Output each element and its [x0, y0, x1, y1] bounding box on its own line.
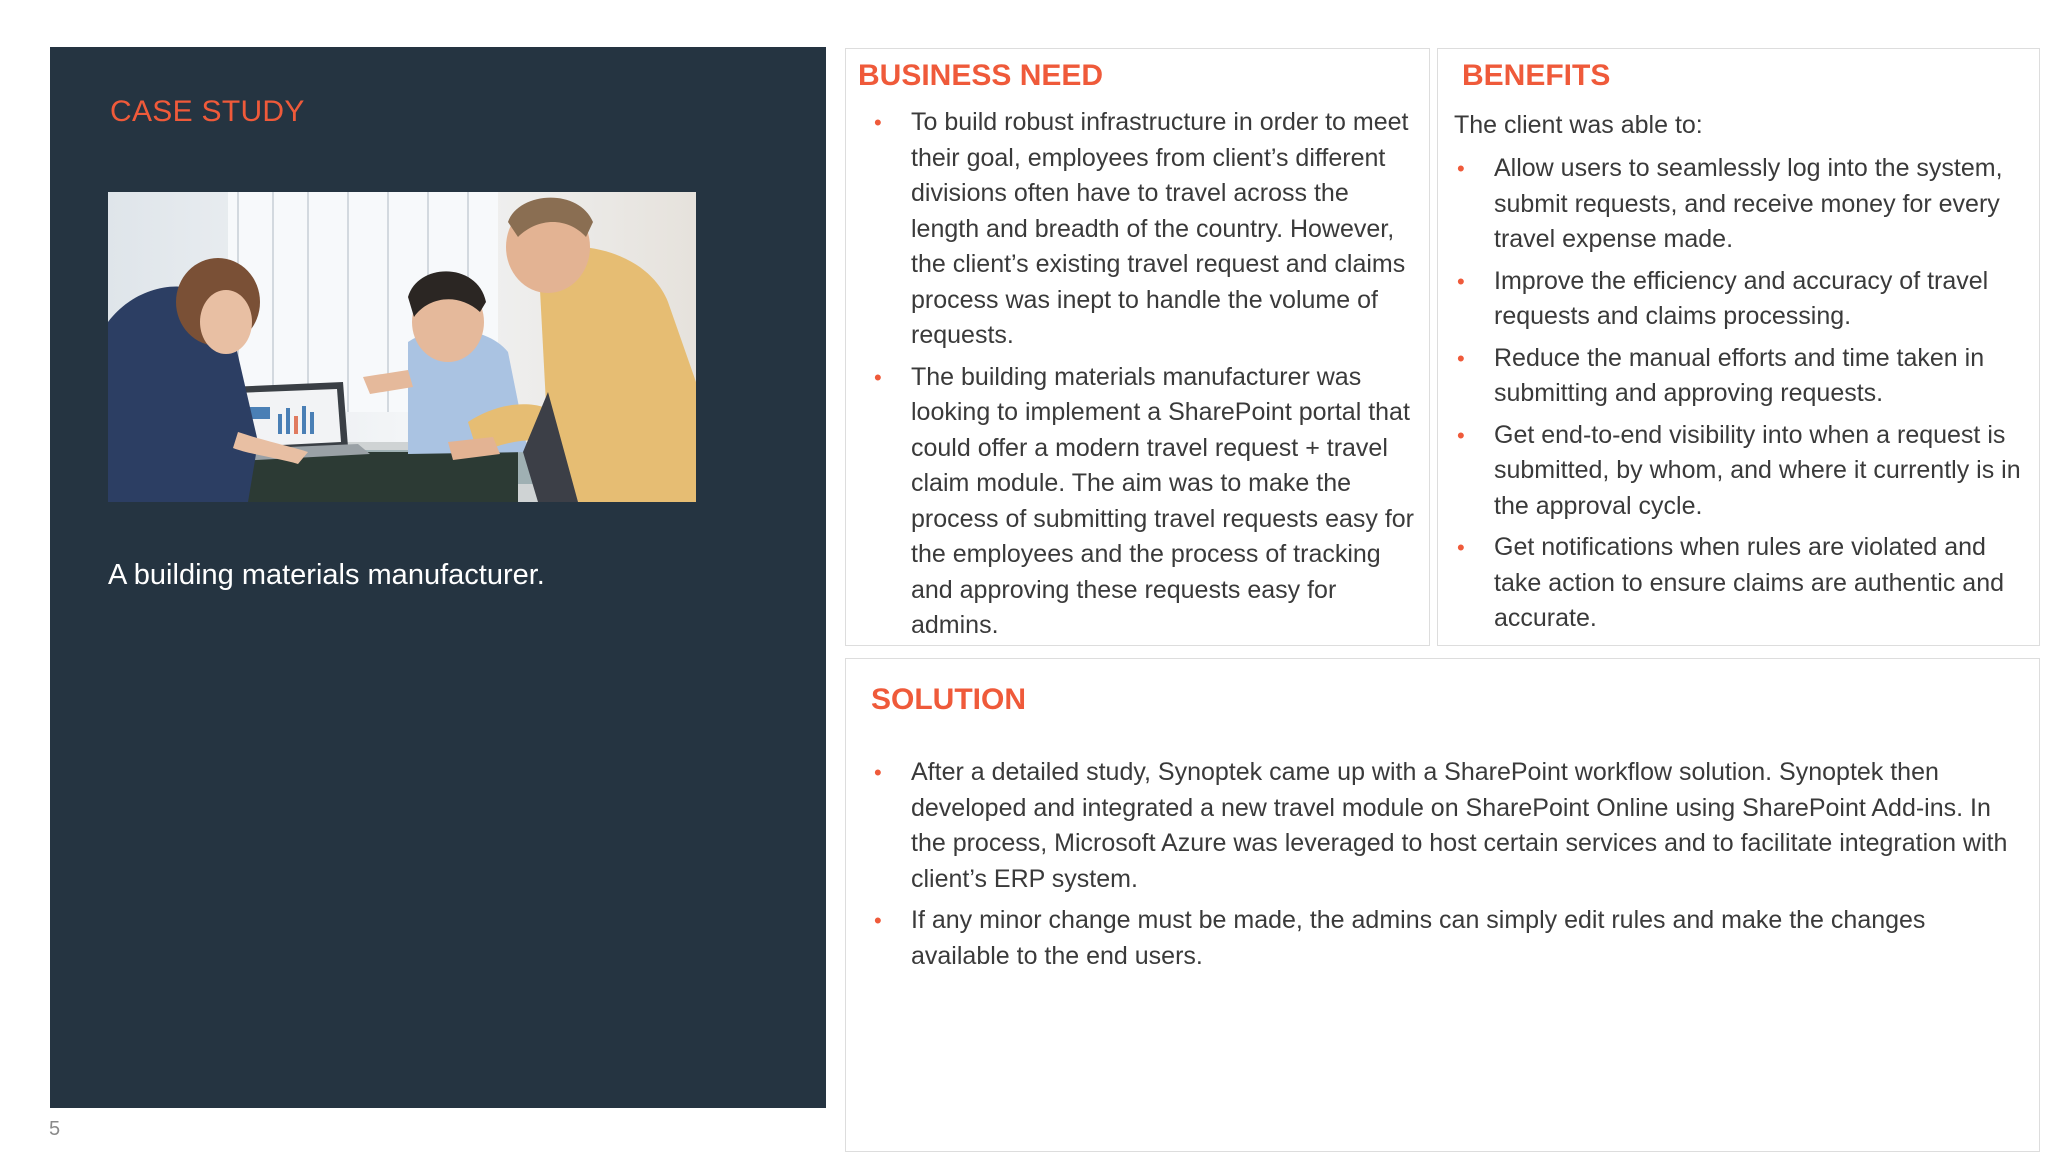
business-need-list	[871, 105, 1416, 650]
bullet-icon: •	[874, 110, 882, 135]
list-item: • The building materials manufacturer was looking to implement a SharePoint portal that could offer a modern travel request + travel claim module. The aim was to make the process of submitting travel requests easy for the employees and the process of tracking and approving these requests easy for admins.	[871, 360, 1416, 644]
page-number: 5	[49, 1118, 61, 1140]
benefits-title: BENEFITS	[1462, 59, 1611, 92]
bullet-icon: •	[1457, 345, 1465, 371]
list-item: • Get end-to-end visibility into when a request is submitted, by whom, and where it currently is in the approval cycle.	[1454, 418, 2024, 525]
list-item: • Improve the efficiency and accuracy of travel requests and claims processing.	[1454, 264, 2024, 335]
solution-card	[845, 658, 2040, 1152]
bullet-icon: •	[1457, 535, 1465, 560]
list-item: • After a detailed study, Synoptek came up with a SharePoint workflow solution. Synoptek then developed and integrated a new travel module on SharePoint Online using SharePoint Add-ins. In the process, Microsoft Azure was leveraged to host certain services and to facilitate integration with client’s ERP system.	[871, 755, 2031, 897]
list-item: • If any minor change must be made, the admins can simply edit rules and make the changes available to the end users.	[871, 903, 2031, 974]
list-item: • Reduce the manual efforts and time taken in submitting and approving requests.	[1454, 341, 2024, 412]
solution-list	[871, 755, 2031, 980]
bullet-icon: •	[874, 364, 882, 390]
list-item: • To build robust infrastructure in order to meet their goal, employees from client’s different divisions often have to travel across the length and breadth of the country. However, the client’s existing travel request and claims process was inept to handle the volume of requests.	[871, 105, 1416, 354]
list-item: • Get notifications when rules are violated and take action to ensure claims are authentic and accurate.	[1454, 530, 2024, 637]
bullet-icon: •	[874, 760, 882, 785]
case-study-panel	[50, 47, 826, 1108]
business-need-title: BUSINESS NEED	[858, 59, 1104, 92]
bullet-icon: •	[874, 908, 882, 933]
photo-illustration	[108, 192, 696, 502]
solution-title: SOLUTION	[871, 683, 1026, 716]
benefits-intro: The client was able to:	[1454, 111, 1703, 139]
bullet-icon: •	[1457, 268, 1465, 294]
case-study-label: CASE STUDY	[110, 95, 305, 128]
office-meeting-photo	[108, 192, 696, 502]
benefits-card	[1437, 48, 2040, 646]
list-item: • Allow users to seamlessly log into the system, submit requests, and receive money for every travel expense made.	[1454, 151, 2024, 258]
bullet-icon: •	[1457, 422, 1465, 448]
business-need-card	[845, 48, 1430, 646]
client-description: A building materials manufacturer.	[108, 559, 545, 591]
benefits-list	[1454, 151, 2024, 643]
bullet-icon: •	[1457, 156, 1465, 181]
